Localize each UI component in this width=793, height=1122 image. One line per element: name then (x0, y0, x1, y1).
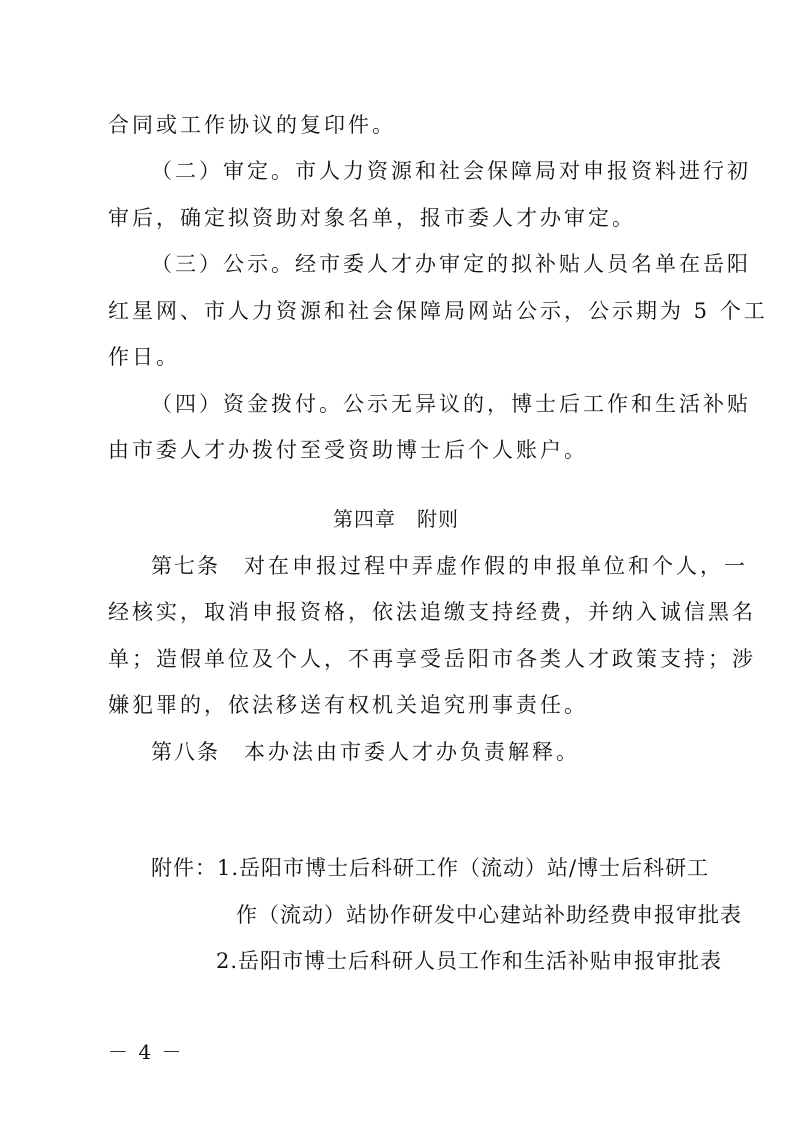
article-8-label: 第八条 (151, 740, 220, 764)
paragraph-line: 单；造假单位及个人，不再享受岳阳市各类人才政策支持；涉 (108, 647, 756, 671)
paragraph-line: 审后，确定拟资助对象名单，报市委人才办审定。 (108, 206, 636, 230)
article-7-text: 对在申报过程中弄虚作假的申报单位和个人，一 (220, 554, 748, 578)
paragraph-line: 合同或工作协议的复印件。 (108, 113, 396, 137)
attachments-label: 附件： (151, 856, 217, 880)
paragraph-line: 作日。 (108, 345, 180, 369)
page-number: － 4 － (108, 1040, 184, 1064)
chapter-heading: 第四章 附则 (333, 507, 459, 531)
article-7-label: 第七条 (151, 554, 220, 578)
article-8-text: 本办法由市委人才办负责解释。 (220, 740, 580, 764)
attachments (151, 853, 709, 883)
attachment-item-2: 2.岳阳市博士后科研人员工作和生活补贴申报审批表 (216, 949, 723, 973)
paragraph-line: 红星网、市人力资源和社会保障局网站公示，公示期为 5 个工 (108, 299, 768, 323)
paragraph-line: （二）审定。市人力资源和社会保障局对申报资料进行初 (151, 159, 751, 183)
attachment-item-1: 1.岳阳市博士后科研工作（流动）站/博士后科研工 (217, 856, 710, 880)
article-8 (151, 737, 580, 767)
paragraph-line: 由市委人才办拨付至受资助博士后个人账户。 (108, 438, 588, 462)
attachment-item-1-continued: 作（流动）站协作研发中心建站补助经费申报审批表 (236, 903, 742, 927)
paragraph-line: （四）资金拨付。公示无异议的，博士后工作和生活补贴 (151, 392, 751, 416)
article-7 (151, 551, 748, 581)
paragraph-line: 经核实，取消申报资格，依法追缴支持经费，并纳入诚信黑名 (108, 600, 756, 624)
paragraph-line: （三）公示。经市委人才办审定的拟补贴人员名单在岳阳 (151, 252, 751, 276)
paragraph-line: 嫌犯罪的，依法移送有权机关追究刑事责任。 (108, 693, 588, 717)
